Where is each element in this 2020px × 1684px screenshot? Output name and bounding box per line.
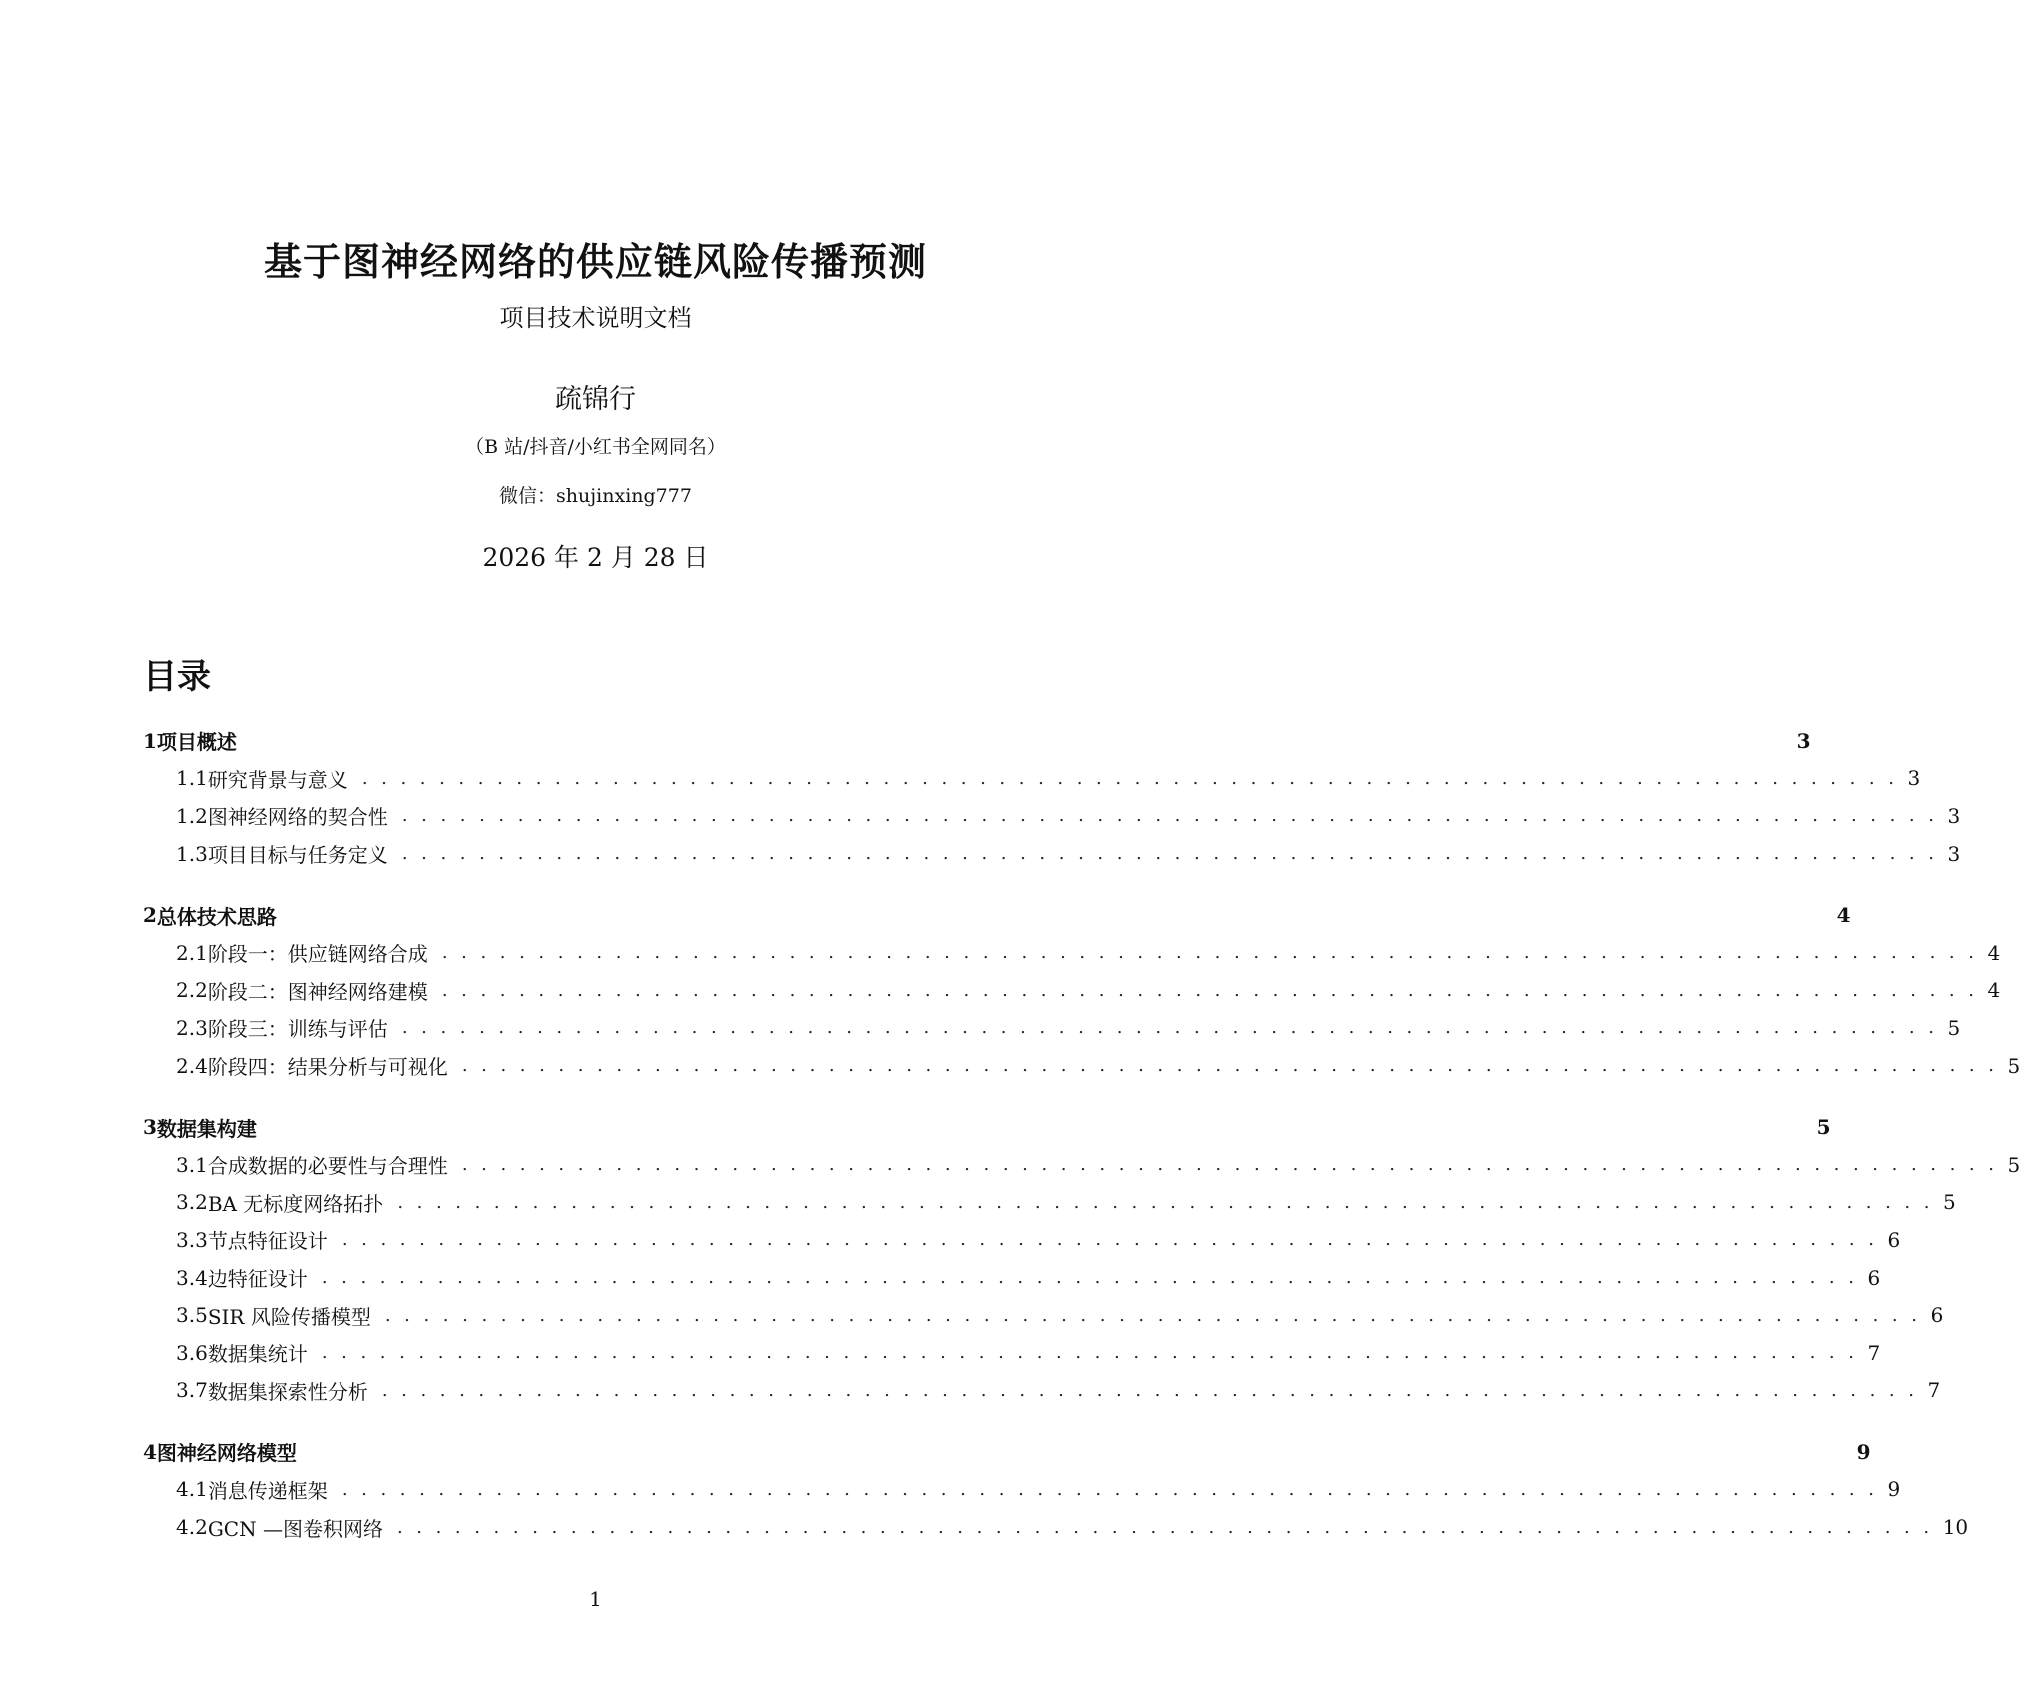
toc-subsection-entry[interactable]: [143, 797, 1961, 835]
toc-subsection-entry[interactable]: [143, 972, 2001, 1010]
toc-leader-dots: ................................................................................: [381, 1379, 1928, 1401]
toc-entry-page: 5: [1816, 1115, 1831, 1140]
toc-section-entry[interactable]: [143, 1108, 1831, 1146]
toc-entry-page: 9: [1887, 1477, 1901, 1502]
toc-subsection-entry[interactable]: [143, 1146, 2020, 1184]
toc-leader-dots: ................................................................................: [384, 1304, 1931, 1326]
author-name: 疏锦行: [555, 384, 636, 415]
toc-leader-dots: ................................................................................: [441, 979, 1988, 1001]
toc-section: [143, 896, 2020, 1084]
toc-entry-page: 7: [1927, 1378, 1941, 1403]
toc-section: [143, 1108, 2020, 1409]
toc-subsection-entry[interactable]: [143, 1221, 1901, 1259]
toc-subsection-entry[interactable]: [143, 760, 1921, 798]
toc-entry-number: 2.1: [176, 940, 208, 965]
toc-entry-page: 5: [2007, 1053, 2020, 1078]
toc-subsection-entry[interactable]: [143, 1334, 1881, 1372]
toc-entry-number: 3.7: [176, 1378, 208, 1403]
toc-section: [143, 1433, 1969, 1546]
toc-subsection-entry[interactable]: [143, 1372, 1941, 1410]
author-contact: 微信：shujinxing777: [499, 485, 692, 507]
toc-entry-number: 1.1: [176, 766, 208, 791]
toc-entry-page: 5: [1947, 1015, 1961, 1040]
toc-entry-number: 3.3: [176, 1227, 208, 1252]
toc-subsection-entry[interactable]: [143, 1184, 1956, 1222]
toc-leader-dots: ................................................................................: [461, 1055, 2008, 1077]
toc-entry-label: 节点特征设计: [207, 1229, 328, 1254]
toc-subsection-entry[interactable]: [143, 1259, 1881, 1297]
toc-section: [143, 722, 1961, 872]
toc-entry-page: 4: [1987, 978, 2001, 1003]
toc-leader-dots: ................................................................................: [396, 1516, 1943, 1538]
toc-entry-number: 2.2: [176, 978, 208, 1003]
toc-leader-dots: ................................................................................: [401, 843, 1948, 865]
toc-subsection-entry[interactable]: [143, 1047, 2020, 1085]
toc-entry-page: 7: [1867, 1340, 1881, 1365]
toc-entry-number: 1.2: [176, 803, 208, 828]
document-subtitle: 项目技术说明文档: [499, 304, 692, 332]
toc-entry-number: 2.3: [176, 1015, 208, 1040]
toc-entry-number: 3.1: [176, 1152, 208, 1177]
toc-entry-label: 阶段四：结果分析与可视化: [207, 1055, 448, 1080]
toc-entry-label: 项目概述: [156, 730, 237, 755]
toc-entry-page: 10: [1942, 1515, 1969, 1540]
toc-entry-number: 3.5: [176, 1303, 208, 1328]
toc-subsection-entry[interactable]: [143, 1508, 1969, 1546]
toc-entry-page: 5: [1943, 1190, 1956, 1215]
toc-entry-page: 6: [1887, 1227, 1901, 1252]
toc-entry-page: 3: [1907, 766, 1921, 791]
toc-entry-label: 边特征设计: [207, 1267, 308, 1292]
toc-entry-label: 项目目标与任务定义: [207, 843, 388, 868]
toc-entry-label: 数据集统计: [207, 1342, 308, 1367]
toc-entry-page: 9: [1856, 1439, 1871, 1464]
toc-leader-dots: ................................................................................: [341, 1478, 1888, 1500]
toc-entry-label: 图神经网络模型: [156, 1441, 297, 1466]
toc-entry-label: 研究背景与意义: [207, 767, 348, 792]
toc-heading: 目录: [143, 657, 211, 697]
toc-entry-number: 4.2: [176, 1515, 208, 1540]
toc-entry-label: 数据集构建: [156, 1116, 257, 1141]
toc-entry-number: 1: [143, 728, 157, 753]
toc-entry-label: SIR 风险传播模型: [207, 1304, 371, 1329]
toc-entry-label: 总体技术思路: [156, 904, 277, 929]
toc-subsection-entry[interactable]: [143, 835, 1961, 873]
document-date: 2026 年 2 月 28 日: [482, 543, 709, 572]
toc-entry-label: 阶段二：图神经网络建模: [207, 979, 428, 1004]
toc-section-entry[interactable]: [143, 896, 1851, 934]
toc-entry-label: 阶段三：训练与评估: [207, 1017, 388, 1042]
toc-entry-number: 2.4: [176, 1053, 208, 1078]
toc-entry-label: 合成数据的必要性与合理性: [207, 1154, 448, 1179]
toc-entry-page: 3: [1947, 841, 1961, 866]
toc-leader-dots: ................................................................................: [397, 1191, 1944, 1213]
toc-entry-number: 3.4: [176, 1265, 208, 1290]
toc-leader-dots: ................................................................................: [321, 1267, 1868, 1289]
toc-entry-label: BA 无标度网络拓扑: [207, 1191, 384, 1216]
table-of-contents: [143, 722, 2020, 1570]
toc-entry-label: 数据集探索性分析: [207, 1379, 368, 1404]
toc-entry-page: 3: [1796, 728, 1811, 753]
toc-section-entry[interactable]: [143, 722, 1811, 760]
toc-entry-page: 4: [1987, 940, 2001, 965]
toc-entry-number: 2: [143, 903, 157, 928]
toc-subsection-entry[interactable]: [143, 1009, 1961, 1047]
toc-entry-number: 3.6: [176, 1340, 208, 1365]
toc-leader-dots: ................................................................................: [461, 1154, 2008, 1176]
toc-entry-label: GCN —图卷积网络: [207, 1516, 383, 1541]
toc-leader-dots: ................................................................................: [361, 767, 1908, 789]
toc-entry-page: 6: [1930, 1303, 1944, 1328]
page-number: 1: [589, 1587, 602, 1611]
document-title: 基于图神经网络的供应链风险传播预测: [263, 239, 927, 284]
toc-entry-number: 3: [143, 1115, 157, 1140]
toc-subsection-entry[interactable]: [143, 934, 2001, 972]
toc-leader-dots: ................................................................................: [441, 942, 1988, 964]
toc-entry-page: 5: [2007, 1152, 2020, 1177]
toc-leader-dots: ................................................................................: [321, 1342, 1868, 1364]
toc-entry-number: 3.2: [176, 1190, 208, 1215]
toc-section-entry[interactable]: [143, 1433, 1871, 1471]
toc-leader-dots: ................................................................................: [401, 805, 1948, 827]
toc-entry-page: 3: [1947, 803, 1961, 828]
toc-leader-dots: ................................................................................: [341, 1229, 1888, 1251]
toc-entry-label: 阶段一：供应链网络合成: [207, 942, 428, 967]
toc-entry-number: 4: [143, 1439, 157, 1464]
toc-subsection-entry[interactable]: [143, 1471, 1901, 1509]
toc-leader-dots: ................................................................................: [401, 1017, 1948, 1039]
toc-entry-page: 6: [1867, 1265, 1881, 1290]
toc-entry-label: 图神经网络的契合性: [207, 805, 388, 830]
toc-entry-number: 4.1: [176, 1477, 208, 1502]
toc-entry-page: 4: [1836, 903, 1851, 928]
toc-entry-label: 消息传递框架: [207, 1478, 328, 1503]
toc-entry-number: 1.3: [176, 841, 208, 866]
author-affiliation: （B 站/抖音/小红书全网同名）: [465, 436, 726, 458]
toc-subsection-entry[interactable]: [143, 1296, 1944, 1334]
